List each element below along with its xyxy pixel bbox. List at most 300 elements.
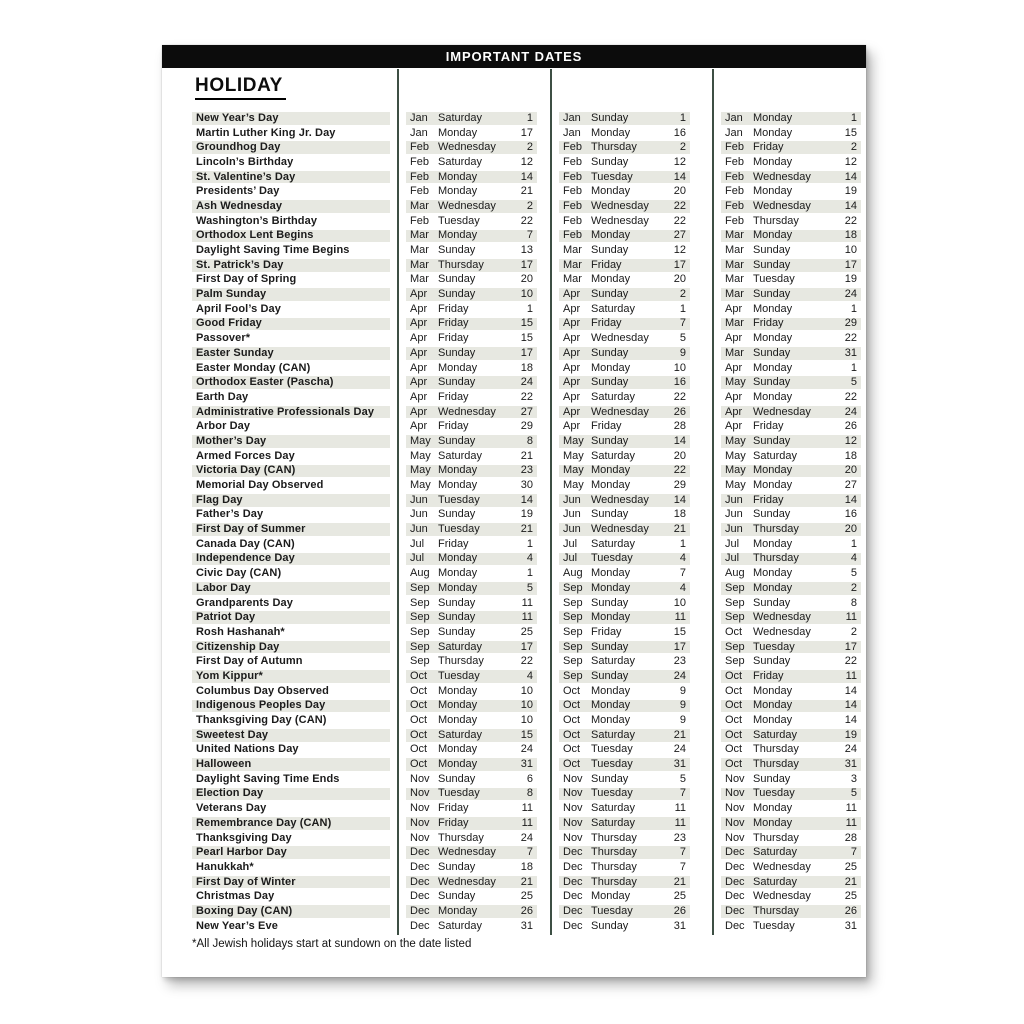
date: 7 [679, 567, 686, 580]
holiday-name: Victoria Day (CAN) [192, 465, 390, 478]
month: Feb [410, 214, 429, 227]
date: 16 [673, 376, 686, 389]
weekday: Monday [438, 479, 478, 492]
year-2-entry [559, 597, 690, 610]
year-2-entry [559, 362, 690, 375]
holiday-name: Citizenship Day [192, 641, 390, 654]
weekday: Friday [591, 420, 622, 433]
table-row [162, 478, 866, 493]
date: 11 [521, 611, 533, 624]
month: Apr [563, 332, 581, 345]
weekday: Friday [753, 420, 784, 433]
month: Apr [563, 361, 581, 374]
year-1-entry [406, 362, 537, 375]
date: 24 [673, 669, 686, 682]
weekday: Monday [753, 155, 793, 168]
year-3-entry [721, 744, 861, 757]
year-1-entry [406, 788, 537, 801]
month: Jul [563, 552, 578, 565]
table-row [162, 654, 866, 669]
year-2-entry [559, 876, 690, 889]
year-1-entry [406, 185, 537, 198]
month: Oct [410, 684, 428, 697]
date: 4 [679, 581, 686, 594]
holiday-name: United Nations Day [196, 743, 299, 756]
month: Feb [563, 185, 582, 198]
table-row [162, 860, 866, 875]
year-1-entry [406, 582, 537, 595]
table-row [162, 243, 866, 258]
table-row [162, 537, 866, 552]
year-1-entry [406, 890, 537, 903]
year-3-entry [721, 817, 861, 830]
month: Aug [563, 567, 583, 580]
year-1-entry [406, 538, 537, 551]
month: Apr [563, 390, 581, 403]
month: Dec [563, 919, 583, 932]
weekday: Wednesday [438, 846, 496, 859]
weekday: Thursday [591, 860, 637, 873]
holiday-name: Arbor Day [196, 420, 251, 433]
weekday: Saturday [591, 537, 636, 550]
month: Jan [563, 126, 581, 139]
date: 15 [520, 728, 533, 741]
weekday: Thursday [591, 141, 637, 154]
month: Feb [563, 214, 582, 227]
date: 25 [520, 890, 533, 903]
weekday: Monday [591, 126, 631, 139]
year-2-entry [559, 626, 690, 639]
year-2-entry [559, 920, 690, 933]
table-row [162, 787, 866, 802]
holiday-name: Earth Day [196, 390, 249, 403]
year-1-entry [406, 450, 537, 463]
date: 1 [526, 302, 533, 315]
holiday-name: Daylight Saving Time Begins [196, 244, 350, 257]
date: 19 [844, 185, 857, 198]
date: 18 [520, 860, 533, 873]
year-1-entry [406, 773, 537, 786]
weekday: Sunday [591, 596, 629, 609]
weekday: Friday [438, 420, 469, 433]
weekday: Monday [438, 758, 478, 771]
year-3-entry [721, 244, 861, 257]
year-2-entry [559, 700, 690, 713]
holiday-name: Easter Monday (CAN) [196, 361, 311, 374]
year-1-entry [406, 244, 537, 257]
date: 20 [844, 523, 857, 536]
date: 7 [679, 787, 686, 800]
date: 27 [844, 479, 857, 492]
month: Feb [410, 141, 429, 154]
holiday-name: Presidents’ Day [196, 185, 280, 198]
date: 17 [520, 640, 533, 653]
table-row [162, 199, 866, 214]
month: Jun [563, 493, 581, 506]
year-2-entry [559, 685, 690, 698]
weekday: Monday [591, 479, 631, 492]
weekday: Sunday [753, 346, 791, 359]
weekday: Monday [438, 361, 478, 374]
weekday: Tuesday [753, 919, 795, 932]
date: 1 [850, 361, 857, 374]
year-3-entry [721, 876, 861, 889]
weekday: Sunday [438, 625, 476, 638]
date: 22 [673, 199, 686, 212]
table-row [162, 522, 866, 537]
weekday: Sunday [591, 772, 629, 785]
date: 9 [679, 714, 686, 727]
date: 24 [844, 743, 857, 756]
weekday: Monday [753, 111, 793, 124]
month: Apr [410, 376, 428, 389]
date: 1 [679, 302, 686, 315]
month: Sep [410, 655, 430, 668]
weekday: Sunday [438, 772, 476, 785]
date: 1 [850, 537, 857, 550]
weekday: Thursday [753, 743, 799, 756]
weekday: Monday [438, 904, 478, 917]
year-2-entry [559, 611, 690, 624]
month: Nov [725, 772, 745, 785]
month: Apr [563, 376, 581, 389]
weekday: Monday [591, 185, 631, 198]
date: 3 [850, 772, 857, 785]
year-2-entry [559, 861, 690, 874]
header-bar [162, 45, 866, 68]
table-row [162, 610, 866, 625]
year-1-entry [406, 758, 537, 771]
month: Apr [563, 420, 581, 433]
month: Jun [410, 508, 428, 521]
date: 12 [673, 244, 686, 257]
month: Oct [563, 728, 581, 741]
year-3-entry [721, 861, 861, 874]
weekday: Monday [438, 699, 478, 712]
year-3-entry [721, 846, 861, 859]
weekday: Monday [438, 743, 478, 756]
year-2-entry [559, 288, 690, 301]
month: Mar [725, 258, 744, 271]
table-row [162, 375, 866, 390]
month: Apr [725, 302, 743, 315]
month: Dec [410, 860, 430, 873]
weekday: Monday [591, 464, 631, 477]
month: Oct [410, 728, 428, 741]
weekday: Sunday [591, 640, 629, 653]
year-3-entry [721, 773, 861, 786]
holiday-name: Election Day [192, 788, 390, 801]
date: 8 [850, 596, 857, 609]
table-row [162, 419, 866, 434]
weekday: Sunday [438, 244, 476, 257]
year-2-entry [559, 744, 690, 757]
month: Jul [410, 552, 425, 565]
date: 22 [844, 214, 857, 227]
holiday-name: Canada Day (CAN) [196, 537, 295, 550]
date: 5 [850, 787, 857, 800]
holiday-name: Patriot Day [192, 611, 390, 624]
year-1-entry [406, 215, 537, 228]
year-2-entry [559, 406, 690, 419]
weekday: Friday [753, 317, 784, 330]
year-1-entry [406, 259, 537, 272]
year-2-entry [559, 318, 690, 331]
date: 11 [845, 816, 857, 829]
weekday: Wednesday [438, 141, 496, 154]
date: 26 [520, 904, 533, 917]
year-3-entry [721, 729, 861, 742]
year-3-entry [721, 494, 861, 507]
month: Sep [563, 625, 583, 638]
year-1-entry [406, 332, 537, 345]
month: Jun [410, 523, 428, 536]
year-2-entry [559, 127, 690, 140]
weekday: Monday [753, 229, 793, 242]
year-3-entry [721, 626, 861, 639]
weekday: Monday [591, 567, 631, 580]
date: 11 [674, 802, 686, 815]
month: Dec [563, 860, 583, 873]
month: Sep [563, 669, 583, 682]
date: 11 [521, 816, 533, 829]
weekday: Wednesday [591, 214, 649, 227]
date: 31 [673, 919, 686, 932]
date: 31 [673, 758, 686, 771]
month: May [725, 376, 746, 389]
month: Apr [563, 302, 581, 315]
month: Sep [725, 611, 745, 624]
month: Apr [410, 302, 428, 315]
table-row [162, 596, 866, 611]
month: Nov [410, 787, 430, 800]
year-1-entry [406, 156, 537, 169]
table-row [162, 684, 866, 699]
weekday: Saturday [753, 846, 798, 859]
table-row [162, 508, 866, 523]
date: 14 [844, 699, 857, 712]
date: 17 [844, 258, 857, 271]
date: 24 [673, 743, 686, 756]
year-1-entry [406, 494, 537, 507]
weekday: Monday [438, 126, 478, 139]
month: Feb [725, 170, 744, 183]
date: 11 [845, 611, 857, 624]
month: Nov [725, 787, 745, 800]
year-3-entry [721, 376, 861, 389]
date: 1 [526, 537, 533, 550]
year-3-entry [721, 611, 861, 624]
weekday: Sunday [438, 860, 476, 873]
date: 21 [520, 875, 533, 888]
year-1-entry [406, 567, 537, 580]
year-1-entry [406, 641, 537, 654]
weekday: Sunday [753, 508, 791, 521]
month: Mar [410, 273, 429, 286]
date: 31 [520, 758, 533, 771]
month: Dec [410, 904, 430, 917]
month: Oct [410, 758, 428, 771]
year-1-entry [406, 553, 537, 566]
weekday: Monday [753, 464, 793, 477]
date: 24 [844, 288, 857, 301]
month: Sep [410, 581, 430, 594]
date: 18 [844, 449, 857, 462]
date: 9 [679, 699, 686, 712]
date: 11 [674, 816, 686, 829]
month: Oct [563, 743, 581, 756]
holiday-name: Lincoln’s Birthday [196, 155, 294, 168]
weekday: Thursday [753, 552, 799, 565]
weekday: Monday [753, 126, 793, 139]
holiday-name: Christmas Day [196, 890, 275, 903]
year-1-entry [406, 714, 537, 727]
month: Mar [725, 288, 744, 301]
date: 5 [679, 772, 686, 785]
date: 19 [844, 728, 857, 741]
month: Feb [563, 155, 582, 168]
month: Nov [725, 816, 745, 829]
year-2-entry [559, 156, 690, 169]
month: Mar [725, 317, 744, 330]
weekday: Tuesday [438, 214, 480, 227]
date: 7 [850, 846, 857, 859]
date: 19 [520, 508, 533, 521]
month: Apr [563, 317, 581, 330]
month: Mar [725, 346, 744, 359]
month: Mar [563, 258, 582, 271]
month: Oct [725, 758, 743, 771]
year-3-entry [721, 890, 861, 903]
date: 1 [850, 111, 857, 124]
weekday: Sunday [591, 376, 629, 389]
date: 14 [844, 170, 857, 183]
month: Nov [410, 831, 430, 844]
holiday-name: Washington’s Birthday [196, 214, 318, 227]
date: 11 [674, 611, 686, 624]
holiday-name: Sweetest Day [192, 729, 390, 742]
weekday: Sunday [438, 611, 476, 624]
table-row [162, 845, 866, 860]
weekday: Thursday [438, 831, 484, 844]
holiday-name: Memorial Day Observed [196, 479, 324, 492]
year-1-entry [406, 611, 537, 624]
year-2-entry [559, 553, 690, 566]
table-row [162, 258, 866, 273]
weekday: Sunday [591, 919, 629, 932]
date: 22 [844, 332, 857, 345]
year-3-entry [721, 274, 861, 287]
month: Jun [725, 508, 743, 521]
date: 12 [673, 155, 686, 168]
date: 20 [673, 185, 686, 198]
date: 24 [520, 743, 533, 756]
month: Oct [410, 699, 428, 712]
weekday: Friday [438, 816, 469, 829]
month: Aug [410, 567, 430, 580]
holiday-name: Easter Sunday [192, 347, 390, 360]
date: 22 [520, 655, 533, 668]
date: 13 [520, 244, 533, 257]
year-3-entry [721, 788, 861, 801]
month: Nov [410, 816, 430, 829]
date: 17 [520, 126, 533, 139]
weekday: Tuesday [438, 493, 480, 506]
month: May [410, 479, 431, 492]
date: 2 [850, 141, 857, 154]
date: 1 [526, 111, 533, 124]
date: 14 [520, 170, 533, 183]
year-2-entry [559, 332, 690, 345]
date: 5 [850, 376, 857, 389]
weekday: Thursday [753, 214, 799, 227]
year-3-entry [721, 714, 861, 727]
holiday-name: Rosh Hashanah* [196, 625, 285, 638]
year-3-entry [721, 655, 861, 668]
table-row [162, 464, 866, 479]
table-row [162, 390, 866, 405]
year-2-entry [559, 641, 690, 654]
date: 23 [520, 464, 533, 477]
weekday: Monday [753, 567, 793, 580]
date: 12 [844, 434, 857, 447]
holiday-name: Hanukkah* [196, 860, 254, 873]
date: 31 [844, 919, 857, 932]
month: Sep [563, 581, 583, 594]
year-3-entry [721, 332, 861, 345]
month: Dec [725, 846, 745, 859]
weekday: Saturday [438, 728, 483, 741]
table-row [162, 625, 866, 640]
year-1-entry [406, 200, 537, 213]
year-1-entry [406, 347, 537, 360]
weekday: Friday [591, 625, 622, 638]
date: 26 [673, 904, 686, 917]
table-row [162, 449, 866, 464]
weekday: Wednesday [438, 875, 496, 888]
year-3-entry [721, 215, 861, 228]
year-2-entry [559, 890, 690, 903]
weekday: Sunday [438, 434, 476, 447]
date: 2 [679, 141, 686, 154]
holiday-name: Good Friday [192, 318, 390, 331]
month: Mar [410, 244, 429, 257]
weekday: Monday [753, 581, 793, 594]
date: 11 [845, 802, 857, 815]
weekday: Monday [591, 699, 631, 712]
weekday: Saturday [591, 728, 636, 741]
month: Jun [563, 508, 581, 521]
holiday-name: Grandparents Day [196, 596, 293, 609]
weekday: Thursday [753, 758, 799, 771]
holiday-name: Columbus Day Observed [196, 684, 329, 697]
year-2-entry [559, 817, 690, 830]
year-3-entry [721, 288, 861, 301]
date: 12 [844, 155, 857, 168]
date: 15 [520, 332, 533, 345]
table-row [162, 831, 866, 846]
month: Dec [563, 846, 583, 859]
weekday: Monday [438, 552, 478, 565]
month: Feb [725, 214, 744, 227]
weekday: Monday [591, 581, 631, 594]
table-row [162, 552, 866, 567]
month: Apr [725, 361, 743, 374]
table-row [162, 273, 866, 288]
weekday: Saturday [591, 802, 636, 815]
weekday: Monday [438, 581, 478, 594]
weekday: Monday [438, 567, 478, 580]
